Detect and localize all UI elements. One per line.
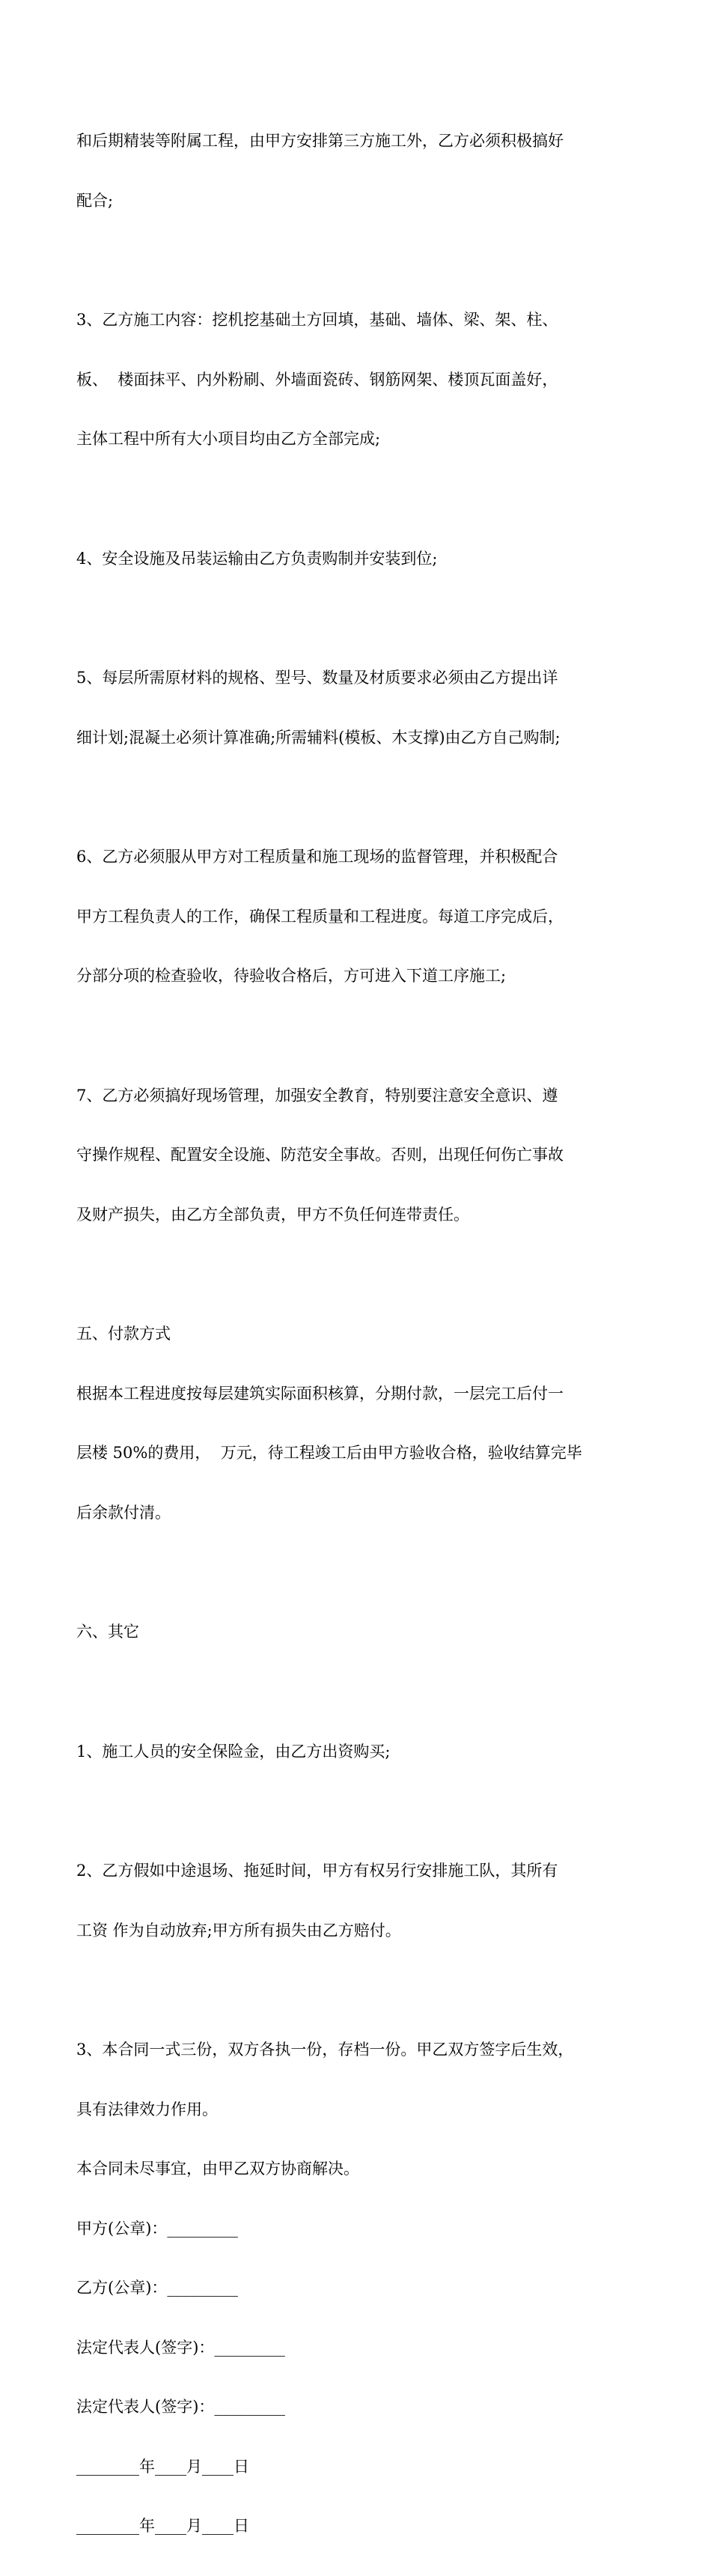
text-line: 主体工程中所有大小项目均由乙方全部完成; <box>76 430 381 448</box>
text-line: 1、施工人员的安全保险金，由乙方出资购买; <box>76 1742 391 1761</box>
text-line: 6、乙方必须服从甲方对工程质量和施工现场的监督管理，并积极配合 <box>76 848 558 866</box>
text-line: 配合; <box>76 191 114 210</box>
paragraph-clause-6-supervision <box>76 807 645 1026</box>
signature-party-b: 乙方(公章)：_________ <box>76 2279 238 2297</box>
text-line: 分部分项的检查验收，待验收合格后，方可进入下道工序施工; <box>76 967 507 985</box>
signature-legal-rep-a: 法定代表人(签字)：_________ <box>76 2338 285 2357</box>
text-line: 2、乙方假如中途退场、拖延时间，甲方有权另行安排施工队，其所有 <box>76 1862 558 1880</box>
paragraph-other-clause-1 <box>76 1702 645 1802</box>
text-line: 层楼 50%的费用， 万元，待工程竣工后由甲方验收合格，验收结算完毕 <box>76 1444 582 1462</box>
text-line: 3、本合同一式三份，双方各执一份，存档一份。甲乙双方签字后生效， <box>76 2041 574 2059</box>
text-line: 本合同未尽事宜，由甲乙双方协商解决。 <box>76 2160 359 2178</box>
text-line: 根据本工程进度按每层建筑实际面积核算，分期付款，一层完工后付一 <box>76 1384 564 1403</box>
document-page <box>76 91 645 2576</box>
signature-date-a: ________年____月____日 <box>76 2457 249 2476</box>
section-heading: 五、付款方式 <box>76 1325 171 1343</box>
text-line: 3、乙方施工内容：挖机挖基础土方回填，基础、墙体、梁、架、柱、 <box>76 311 558 329</box>
section-heading: 六、其它 <box>76 1623 139 1641</box>
text-line: 甲方工程负责人的工作，确保工程质量和工程进度。每道工序完成后， <box>76 907 564 926</box>
paragraph-other-clause-2 <box>76 1821 645 1980</box>
section-5-payment <box>76 1284 645 1562</box>
paragraph-clause-7-site-management <box>76 1046 645 1265</box>
text-line: 7、乙方必须搞好现场管理，加强安全教育，特别要注意安全意识、遵 <box>76 1086 558 1105</box>
signature-party-a: 甲方(公章)：_________ <box>76 2219 238 2238</box>
text-line: 和后期精装等附属工程，由甲方安排第三方施工外，乙方必须积极搞好 <box>76 132 564 150</box>
text-line: 4、安全设施及吊装运输由乙方负责购制并安装到位; <box>76 549 438 568</box>
text-line: 工资 作为自动放弃;甲方所有损失由乙方赔付。 <box>76 1921 401 1939</box>
text-line: 细计划;混凝土必须计算准确;所需辅料(模板、木支撑)由乙方自己购制; <box>76 728 561 747</box>
text-line: 板、 楼面抹平、内外粉刷、外墙面瓷砖、钢筋网架、楼顶瓦面盖好， <box>76 370 558 389</box>
signature-legal-rep-b: 法定代表人(签字)：_________ <box>76 2398 285 2416</box>
section-6-other <box>76 1582 645 1682</box>
text-line: 5、每层所需原材料的规格、型号、数量及材质要求必须由乙方提出详 <box>76 669 558 687</box>
text-line: 后余款付清。 <box>76 1503 171 1522</box>
text-line: 守操作规程、配置安全设施、防范安全事故。否则，出现任何伤亡事故 <box>76 1146 564 1164</box>
signature-date-b: ________年____月____日 <box>76 2517 249 2535</box>
paragraph-clause-4-safety <box>76 509 645 609</box>
paragraph-other-clause-3-signatures <box>76 2000 645 2576</box>
text-line: 及财产损失，由乙方全部负责，甲方不负任何连带责任。 <box>76 1205 469 1224</box>
paragraph-clause-3-scope <box>76 270 645 489</box>
paragraph-clause-5-materials <box>76 628 645 787</box>
text-line: 具有法律效力作用。 <box>76 2100 218 2118</box>
paragraph-ancillary-works <box>76 91 645 250</box>
